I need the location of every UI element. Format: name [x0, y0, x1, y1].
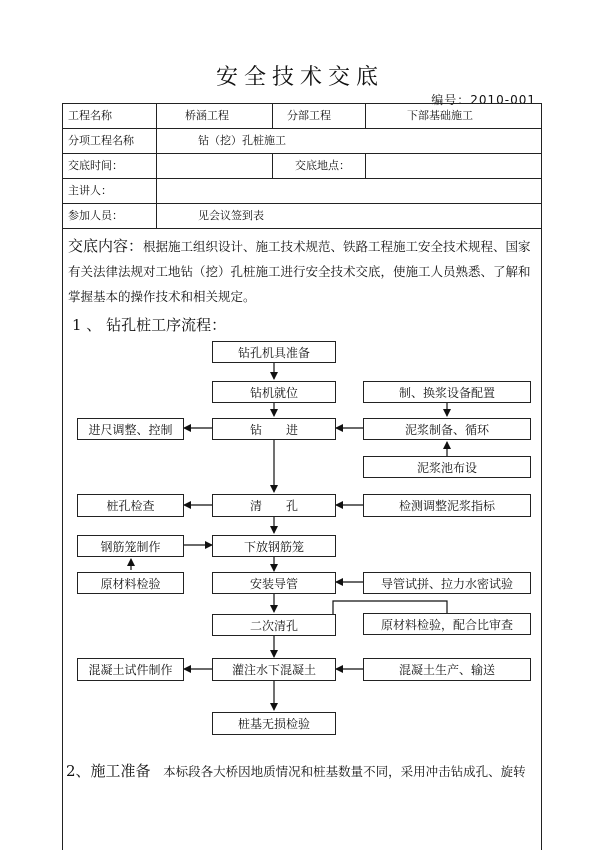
section2 — [66, 760, 526, 781]
content-lead: 交底内容： — [68, 237, 144, 255]
flow-right-box: 原材料检验，配合比审查 — [363, 613, 531, 635]
time-label: 交底时间： — [68, 159, 123, 172]
flow-right-box: 检测调整泥浆指标 — [363, 494, 531, 517]
speaker-label: 主讲人： — [68, 184, 112, 197]
participants-label: 参加人员： — [68, 209, 123, 222]
section1-heading: 1 、 钻孔桩工序流程： — [72, 316, 227, 334]
flow-left-box: 钢筋笼制作 — [77, 535, 184, 557]
item-project-label: 分项工程名称 — [68, 134, 134, 147]
flow-right-box: 泥浆制备、循环 — [363, 418, 531, 440]
flow-right-box: 泥浆池布设 — [363, 456, 531, 478]
flow-main-box: 下放钢筋笼 — [212, 535, 336, 557]
flow-main-box: 清 孔 — [212, 494, 336, 517]
section2-heading: 2、施工准备 — [66, 762, 151, 780]
flow-main-box: 钻机就位 — [212, 381, 336, 403]
flow-main-box: 二次清孔 — [212, 614, 336, 636]
item-project-value: 钻（挖）孔桩施工 — [198, 134, 286, 147]
project-name-value: 桥涵工程 — [185, 109, 229, 122]
flow-main-box: 灌注水下混凝土 — [212, 658, 336, 681]
flow-main-box: 安装导管 — [212, 572, 336, 594]
flow-left-box: 进尺调整、控制 — [77, 418, 184, 440]
flow-right-box: 制、换浆设备配置 — [363, 381, 531, 403]
content-text: 根据施工组织设计、施工技术规范、铁路工程施工安全技术规程、国家有关法律法规对工地钻（挖）孔桩施工进行安全技术交底，使施工人员熟悉、了解和掌握基本的操作技术和相关规定。 — [68, 239, 531, 304]
flow-main-box: 钻 进 — [212, 418, 336, 440]
sub-project-value: 下部基础施工 — [407, 109, 473, 122]
place-label: 交底地点： — [295, 159, 350, 172]
section2-text: 本标段各大桥因地质情况和桩基数量不同，采用冲击钻成孔、旋转 — [163, 764, 526, 779]
project-name-label: 工程名称 — [68, 109, 112, 122]
flow-main-box: 钻孔机具准备 — [212, 341, 336, 363]
flow-left-box: 混凝土试件制作 — [77, 658, 184, 681]
participants-value: 见会议签到表 — [198, 209, 264, 222]
flow-left-box: 桩孔检查 — [77, 494, 184, 517]
flow-main-box: 桩基无损检验 — [212, 712, 336, 735]
flow-left-box: 原材料检验 — [77, 572, 184, 594]
page-title: 安全技术交底 — [215, 65, 384, 90]
flow-right-box: 混凝土生产、输送 — [363, 658, 531, 681]
doc-number: 编号：2010-001 — [431, 93, 536, 107]
sub-project-label: 分部工程 — [287, 109, 331, 122]
flow-right-box: 导管试拼、拉力水密试验 — [363, 572, 531, 594]
